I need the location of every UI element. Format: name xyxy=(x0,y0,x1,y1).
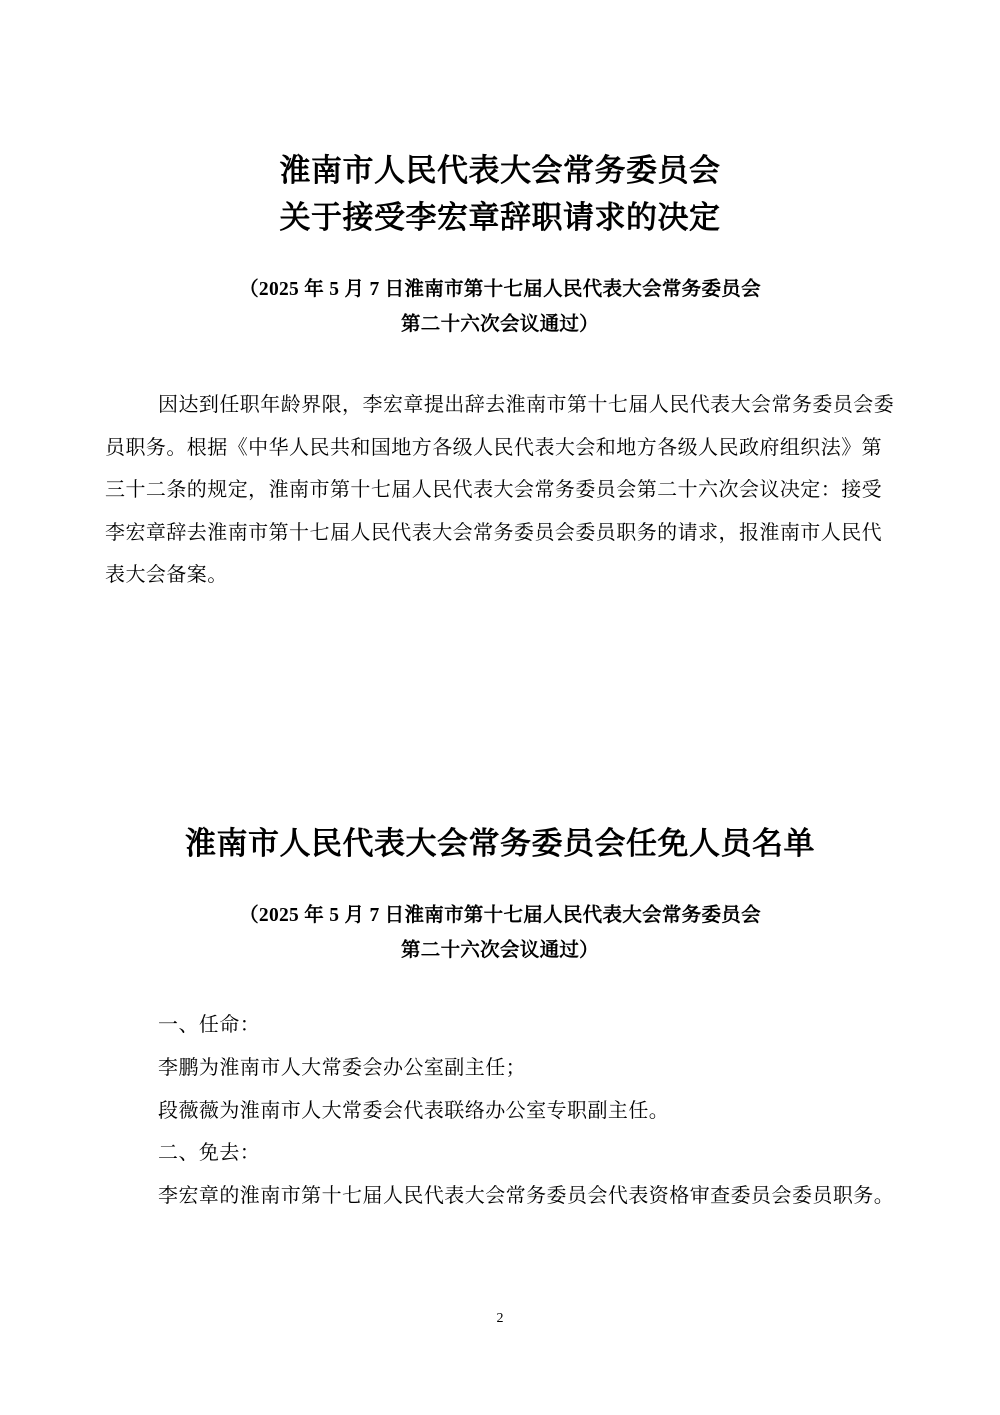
doc2-meeting-note xyxy=(0,898,1000,968)
doc1-body-line-3: 三十二条的规定，淮南市第十七届人民代表大会常务委员会第二十六次会议决定：接受 xyxy=(105,479,883,501)
list-item-appoint-1: 李鹏为淮南市人大常委会办公室副主任； xyxy=(158,1056,527,1079)
doc1-body-line-4: 李宏章辞去淮南市第十七届人民代表大会常务委员会委员职务的请求，报淮南市人民代 xyxy=(105,521,883,544)
doc2-appointment-list xyxy=(158,1004,898,1218)
doc2-meeting-line-1: （2025 年 5 月 7 日淮南市第十七届人民代表大会常务委员会 xyxy=(239,905,761,926)
doc1-meeting-note xyxy=(0,272,1000,342)
list-item-remove-heading: 二、免去： xyxy=(158,1142,261,1165)
page-number: 2 xyxy=(496,1311,504,1326)
doc1-body-paragraph xyxy=(105,384,895,597)
list-item-appoint-2: 段薇薇为淮南市人大常委会代表联络办公室专职副主任。 xyxy=(158,1099,670,1122)
doc1-body-line-2: 员职务。根据《中华人民共和国地方各级人民代表大会和地方各级人民政府组织法》第 xyxy=(105,436,883,459)
doc2-title-line: 淮南市人民代表大会常务委员会任免人员名单 xyxy=(185,826,815,861)
list-item-appoint-heading: 一、任命： xyxy=(158,1014,261,1036)
doc2-title xyxy=(0,820,1000,867)
doc1-meeting-line-1: （2025 年 5 月 7 日淮南市第十七届人民代表大会常务委员会 xyxy=(239,279,761,300)
doc1-title-line-2: 关于接受李宏章辞职请求的决定 xyxy=(279,200,721,235)
list-item-remove-1: 李宏章的淮南市第十七届人民代表大会常务委员会代表资格审查委员会委员职务。 xyxy=(158,1185,895,1208)
doc1-body-line-1: 因达到任职年龄界限，李宏章提出辞去淮南市第十七届人民代表大会常务委员会委 xyxy=(158,394,895,416)
doc1-title-line-1: 淮南市人民代表大会常务委员会 xyxy=(279,153,721,188)
doc2-meeting-line-2: 第二十六次会议通过） xyxy=(400,940,599,961)
doc1-body-line-5: 表大会备案。 xyxy=(105,564,228,586)
doc1-title xyxy=(0,147,1000,241)
doc1-meeting-line-2: 第二十六次会议通过） xyxy=(400,314,599,335)
